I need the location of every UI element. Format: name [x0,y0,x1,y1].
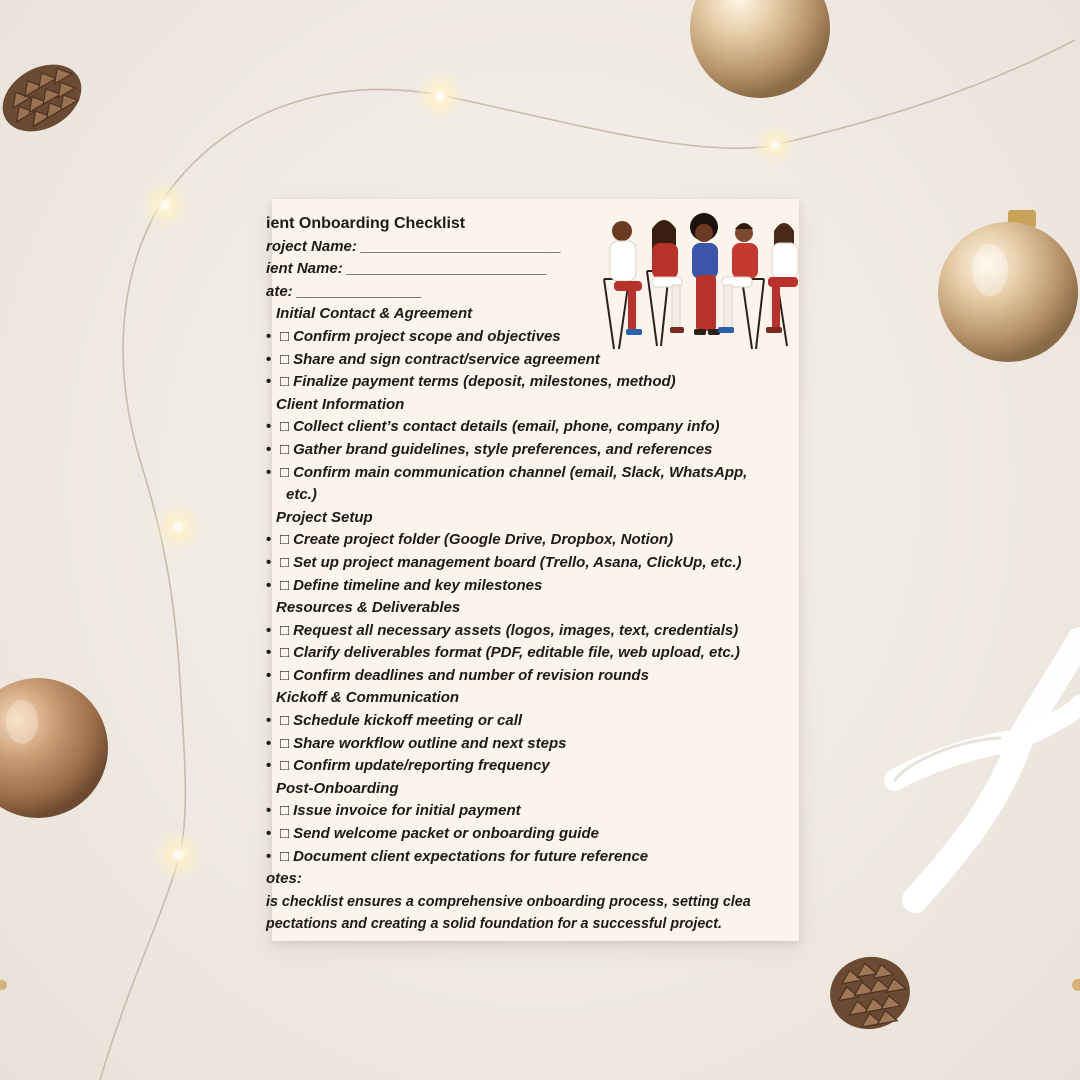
date-field: ate: _______________ [266,282,422,300]
checklist-item [266,371,806,394]
pinecone-top-left [0,51,93,145]
checkbox-icon: □ [280,350,290,368]
checkbox-icon: □ [280,553,290,571]
bullet: • [266,712,272,730]
bullet: • [266,440,272,458]
bullet: • [266,418,272,436]
item-label: Confirm update/reporting frequency [293,757,550,775]
checkbox-icon: □ [280,531,290,549]
checklist-item [266,642,806,665]
item-label: Share workflow outline and next steps [293,734,567,752]
item-label: Finalize payment terms (deposit, milestones, method) [293,373,676,391]
checkbox-icon: □ [280,373,290,391]
checklist-text [266,213,806,936]
checkbox-icon: □ [280,463,290,481]
bullet: • [266,350,272,368]
checklist-item [266,575,806,598]
checkbox-icon: □ [280,621,290,639]
section-heading: Post-Onboarding [276,779,399,797]
notes-line: is checklist ensures a comprehensive onboarding process, setting clea [266,893,751,910]
white-ribbon [895,640,1080,900]
item-label: Issue invoice for initial payment [293,802,521,820]
checklist-item [266,529,806,552]
section-heading: Initial Contact & Agreement [276,305,473,323]
checkbox-icon: □ [280,847,290,865]
checklist-card [266,199,799,941]
section-heading: Resources & Deliverables [276,599,461,617]
item-label: Collect client’s contact details (email, phone, company info) [293,418,720,436]
item-label: Share and sign contract/service agreement [293,350,600,368]
item-label: Schedule kickoff meeting or call [293,712,523,730]
checkbox-icon: □ [280,440,290,458]
checkbox-icon: □ [280,712,290,730]
checkbox-icon: □ [280,825,290,843]
section-heading: Project Setup [276,508,373,526]
bullet: • [266,825,272,843]
checklist-item [266,552,806,575]
checklist-item [266,416,806,439]
item-label: Gather brand guidelines, style preferences, and references [293,440,713,458]
item-label: Request all necessary assets (logos, images, text, credentials) [293,621,739,639]
item-label: Clarify deliverables format (PDF, editable file, web upload, etc.) [293,644,740,662]
item-label: Create project folder (Google Drive, Dropbox, Notion) [293,531,674,549]
checklist-item [266,710,806,733]
checkbox-icon: □ [280,802,290,820]
item-label: Confirm main communication channel (email, Slack, WhatsApp, [293,463,748,481]
checkbox-icon: □ [280,418,290,436]
bullet: • [266,644,272,662]
ornament-right [938,210,1078,362]
checkbox-icon: □ [280,666,290,684]
ornament-left [0,678,108,818]
pinecone-bottom [824,951,915,1036]
item-label: Set up project management board (Trello, Asana, ClickUp, etc.) [293,553,742,571]
section-heading: Client Information [276,395,405,413]
checklist-item [266,755,806,778]
checklist-item [266,439,806,462]
item-wrap-text: etc.) [286,486,317,504]
checklist-item [266,462,806,485]
item-label: Document client expectations for future reference [293,847,649,865]
checklist-item [266,823,806,846]
client-name-field: ient Name: ________________________ [266,260,548,278]
section-heading: Kickoff & Communication [276,689,460,707]
checklist-item [266,326,806,349]
checkbox-icon: □ [280,734,290,752]
checklist-item [266,800,806,823]
bullet: • [266,463,272,481]
notes-line: pectations and creating a solid foundation for a successful project. [266,916,722,933]
checklist-item [266,349,806,372]
bullet: • [266,757,272,775]
checklist-item [266,665,806,688]
checklist-item [266,846,806,869]
item-label: Define timeline and key milestones [293,576,543,594]
bullet: • [266,666,272,684]
bullet: • [266,802,272,820]
checkbox-icon: □ [280,644,290,662]
item-label: Confirm project scope and objectives [293,327,561,345]
project-name-field: roject Name: ________________________ [266,237,562,255]
checkbox-icon: □ [280,757,290,775]
item-label: Send welcome packet or onboarding guide [293,825,599,843]
ornament-top [690,0,830,98]
checkbox-icon: □ [280,327,290,345]
checklist-item [266,733,806,756]
checklist-item [266,620,806,643]
bullet: • [266,553,272,571]
checklist-title: ient Onboarding Checklist [266,215,466,232]
checkbox-icon: □ [280,576,290,594]
bullet: • [266,734,272,752]
bullet: • [266,531,272,549]
bullet: • [266,847,272,865]
bullet: • [266,576,272,594]
notes-label: otes: [266,870,302,888]
bullet: • [266,327,272,345]
bullet: • [266,621,272,639]
bullet: • [266,373,272,391]
item-label: Confirm deadlines and number of revision rounds [293,666,649,684]
